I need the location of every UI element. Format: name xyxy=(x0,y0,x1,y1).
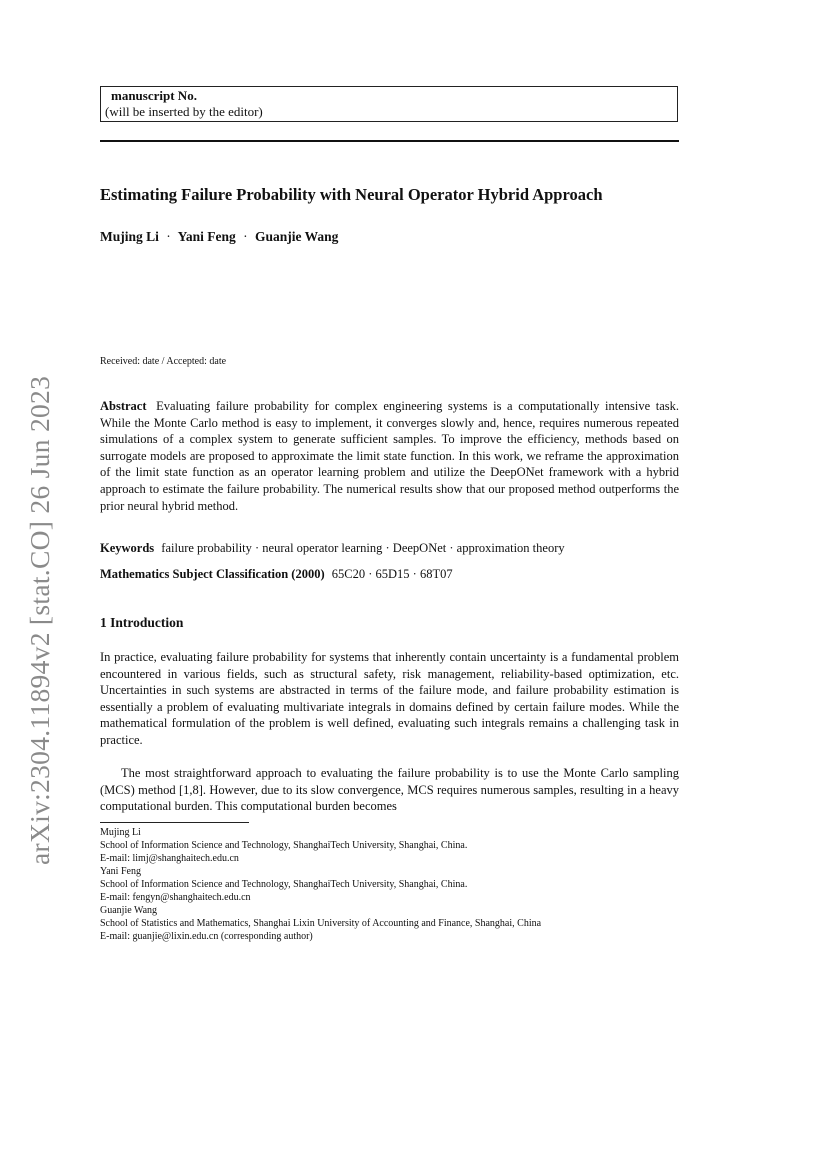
intro-paragraph-2: The most straightforward approach to evaluating the failure probability is to use the Monte Carlo sampling (MCS) method [1,8]. However, due to its slow convergence, MCS requires numerous samples, resulting in a heavy computational burden. This computational burden becomes xyxy=(100,766,679,814)
keywords-text: failure probability · neural operator learning · DeepONet · approximation theory xyxy=(161,541,565,555)
header-rule xyxy=(100,140,679,142)
abstract-heading: Abstract xyxy=(100,399,147,413)
msc-heading: Mathematics Subject Classification (2000) xyxy=(100,567,325,581)
author-name: Guanjie Wang xyxy=(255,229,339,244)
affiliation-line: School of Information Science and Technology, ShanghaiTech University, Shanghai, China. xyxy=(100,879,468,890)
section-heading: 1 Introduction xyxy=(100,615,184,630)
affiliation-email: E-mail: fengyn@shanghaitech.edu.cn xyxy=(100,892,251,903)
affiliation-email: E-mail: guanjie@lixin.edu.cn (corresponding author) xyxy=(100,931,313,942)
intro-paragraph-1: In practice, evaluating failure probability for systems that inherently contain uncertainty is a fundamental problem encountered in various fields, such as structural safety, risk management, reliability-based optimization, etc. Uncertainties in such systems are abstracted in terms of the failure mode, and failure probability estimation is essentially a problem of evaluating multivariate integrals in domains defined by certain failure modes. While the mathematical formulation of the problem is well defined, evaluating such integrals remains a challenging task in practice. xyxy=(100,650,679,747)
author-name: Yani Feng xyxy=(177,229,236,244)
abstract xyxy=(100,398,679,514)
affiliation-line: Guanjie Wang xyxy=(100,905,158,916)
paper-title: Estimating Failure Probability with Neural Operator Hybrid Approach xyxy=(100,185,603,204)
author-name: Mujing Li xyxy=(100,229,159,244)
affiliation-line: Mujing Li xyxy=(100,827,141,838)
manuscript-editor-note: (will be inserted by the editor) xyxy=(105,104,263,119)
manuscript-number-label: manuscript No. xyxy=(111,88,197,103)
subject-classification xyxy=(100,566,679,583)
arxiv-identifier-margin xyxy=(20,365,60,865)
abstract-text: Evaluating failure probability for complex engineering systems is a computationally intensive task. While the Monte Carlo method is easy to implement, it converges slowly and, hence, requires numerous repeated simulations of a complex system to generate sufficient samples. To improve the efficiency, methods based on surrogate models are proposed to approximate the limit state function. In this work, we reframe the approximation of the limit state function as an operator learning problem and utilize the DeepONet framework with a hybrid approach to estimate the failure probability. The numerical results show that our proposed method outperforms the prior neural hybrid method. xyxy=(100,399,680,513)
author-separator: · xyxy=(166,229,171,244)
author-list xyxy=(100,229,338,245)
arxiv-identifier: arXiv:2304.11894v2 [stat.CO] 26 Jun 2023 xyxy=(24,375,55,865)
affiliation-line: School of Information Science and Technology, ShanghaiTech University, Shanghai, China. xyxy=(100,840,468,851)
affiliation-line: School of Statistics and Mathematics, Shanghai Lixin University of Accounting and Finance, Shanghai, China xyxy=(100,918,542,929)
keywords xyxy=(100,540,679,557)
keywords-heading: Keywords xyxy=(100,541,155,555)
footnote-rule xyxy=(100,822,249,823)
affiliation-email: E-mail: limj@shanghaitech.edu.cn xyxy=(100,853,239,864)
msc-codes: 65C20 · 65D15 · 68T07 xyxy=(331,567,453,581)
author-separator: · xyxy=(243,229,248,244)
affiliation-line: Yani Feng xyxy=(100,866,141,877)
received-date: Received: date / Accepted: date xyxy=(100,356,227,367)
author-affiliations xyxy=(100,826,740,943)
manuscript-box xyxy=(100,86,678,122)
